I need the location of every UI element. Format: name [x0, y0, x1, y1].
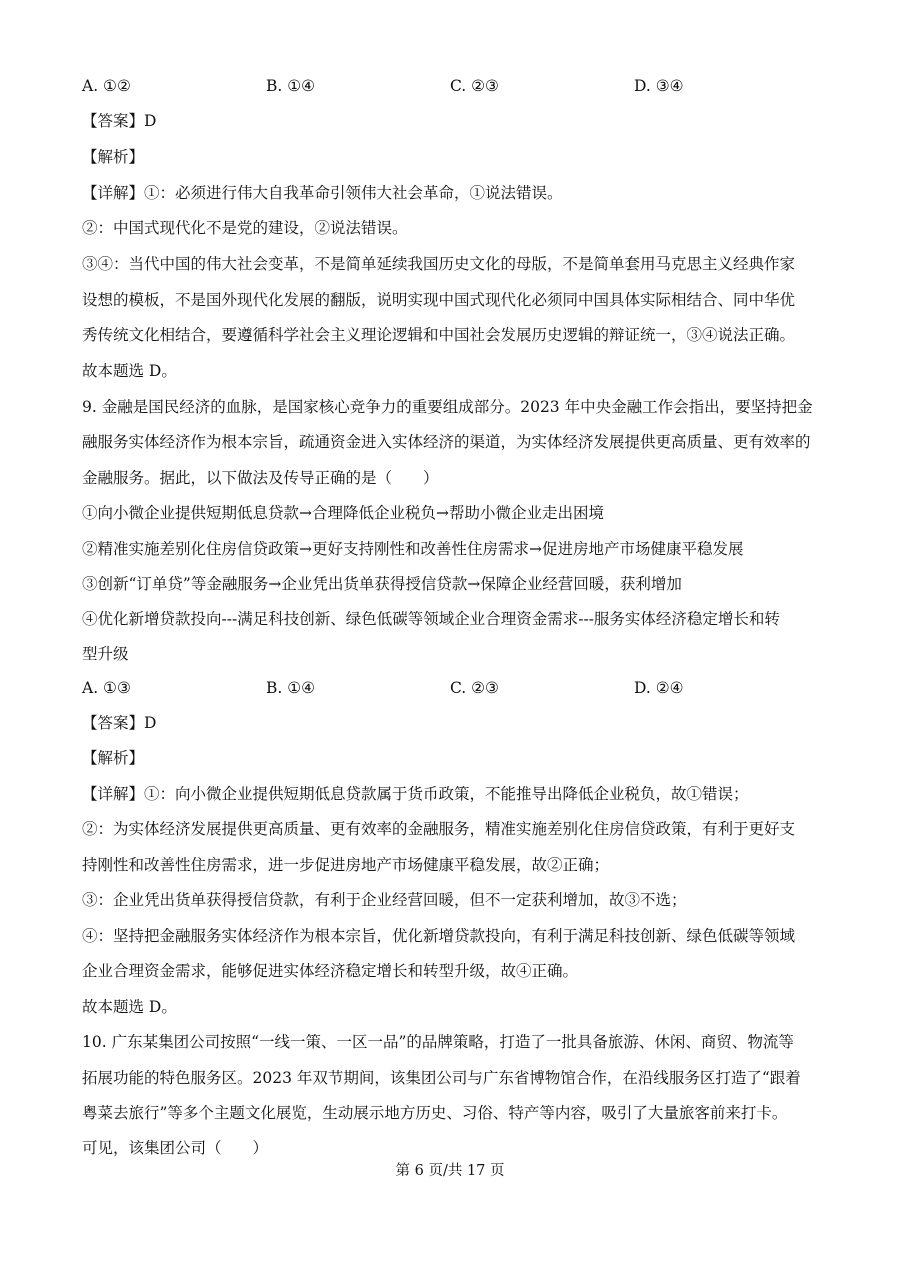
- q9-stem-line: 9. 金融是国民经济的血脉，是国家核心竞争力的重要组成部分。2023 年中央金融工作会指出，要坚持把金: [82, 398, 813, 416]
- q9-analysis-heading: 【解析】: [82, 749, 145, 767]
- q8-detail-line: 设想的模板，不是国外现代化发展的翻版，说明实现中国式现代化必须同中国具体实际相结合、同中华优: [82, 291, 796, 309]
- q8-detail-line: 【详解】①：必须进行伟大自我革命引领伟大社会革命，①说法错误。: [82, 184, 563, 202]
- q10-stem-line: 10. 广东某集团公司按照“一线一策、一区一品”的品牌策略，打造了一批具备旅游、休闲、商贸、物流等: [82, 1033, 794, 1051]
- q9-item-4-cont: 型升级: [82, 645, 129, 663]
- q8-answer: 【答案】D: [82, 112, 157, 130]
- q9-detail-line: 持刚性和改善性住房需求，进一步促进房地产市场健康平稳发展，故②正确；: [82, 856, 610, 874]
- q9-detail-line: ③：企业凭出货单获得授信贷款，有利于企业经营回暖，但不一定获利增加，故③不选；: [82, 891, 687, 909]
- q9-option-c: C. ②③: [450, 679, 499, 697]
- q9-conclusion: 故本题选 D。: [82, 998, 177, 1016]
- q8-option-c: C. ②③: [450, 77, 499, 95]
- q8-analysis-heading: 【解析】: [82, 148, 145, 166]
- q8-option-a: A. ①②: [82, 77, 131, 95]
- q8-option-b: B. ①④: [266, 77, 316, 95]
- q8-conclusion: 故本题选 D。: [82, 362, 177, 380]
- q9-item-4: ④优化新增贷款投向---满足科技创新、绿色低碳等领域企业合理资金需求---服务实体经济稳定增长和转: [82, 610, 780, 628]
- q10-stem-line: 拓展功能的特色服务区。2023 年双节期间，该集团公司与广东省博物馆合作，在沿线服务区打造了“跟着: [82, 1069, 801, 1087]
- q9-answer: 【答案】D: [82, 714, 157, 732]
- q9-option-d: D. ②④: [634, 679, 684, 697]
- q9-item-3: ③创新“订单贷”等金融服务→企业凭出货单获得授信贷款→保障企业经营回暖，获利增加: [82, 575, 682, 593]
- q9-stem-line: 金融服务。据此，以下做法及传导正确的是（ ）: [82, 469, 439, 487]
- page-footer: 第 6 页/共 17 页: [395, 1163, 505, 1179]
- q10-stem-line: 粤菜去旅行”等多个主题文化展览，生动展示地方历史、习俗、特产等内容，吸引了大量旅客前来打卡。: [82, 1104, 788, 1122]
- q9-detail-line: 企业合理资金需求，能够促进实体经济稳定增长和转型升级，故④正确。: [82, 962, 579, 980]
- q9-item-1: ①向小微企业提供短期低息贷款→合理降低企业税负→帮助小微企业走出困境: [82, 504, 604, 522]
- q8-detail-line: ②：中国式现代化不是党的建设，②说法错误。: [82, 219, 408, 237]
- q9-option-b: B. ①④: [266, 679, 316, 697]
- q8-option-d: D. ③④: [634, 77, 684, 95]
- q9-detail-line: ④：坚持把金融服务实体经济作为根本宗旨，优化新增贷款投向，有利于满足科技创新、绿色低碳等领域: [82, 927, 796, 945]
- q9-detail-line: ②：为实体经济发展提供更高质量、更有效率的金融服务，精准实施差别化住房信贷政策，有利于更好支: [82, 820, 796, 838]
- q9-stem-line: 融服务实体经济作为根本宗旨，疏通资金进入实体经济的渠道，为实体经济发展提供更高质量、更有效率的: [82, 433, 811, 451]
- q8-detail-line: 秀传统文化相结合，要遵循科学社会主义理论逻辑和中国社会发展历史逻辑的辩证统一，③④说法正确。: [82, 326, 796, 344]
- q9-detail-line: 【详解】①：向小微企业提供短期低息贷款属于货币政策，不能推导出降低企业税负，故①错误；: [82, 785, 749, 803]
- q8-detail-line: ③④：当代中国的伟大社会变革，不是简单延续我国历史文化的母版，不是简单套用马克思主义经典作家: [82, 255, 796, 273]
- q9-item-2: ②精准实施差别化住房信贷政策→更好支持刚性和改善性住房需求→促进房地产市场健康平稳发展: [82, 540, 744, 558]
- q9-option-a: A. ①③: [82, 679, 131, 697]
- q10-stem-line: 可见，该集团公司（ ）: [82, 1139, 269, 1157]
